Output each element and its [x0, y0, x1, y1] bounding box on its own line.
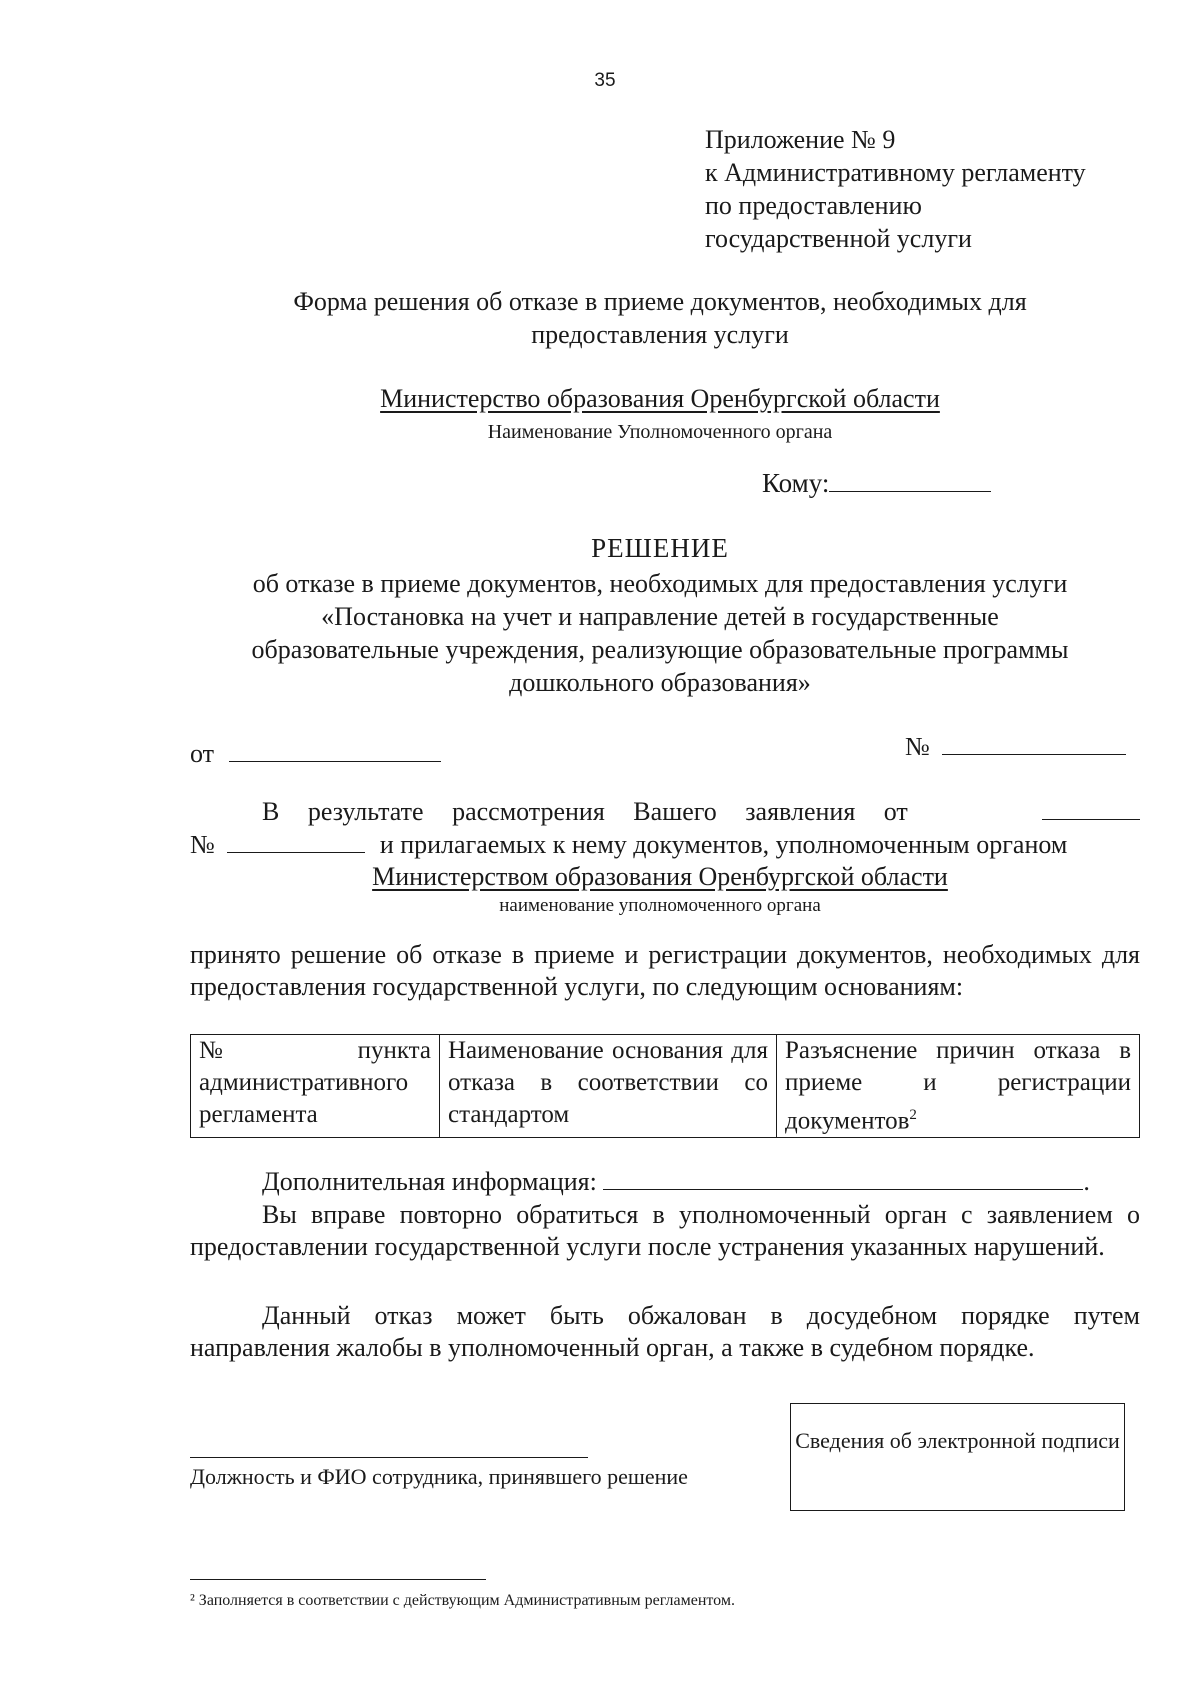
additional-info: Дополнительная информация: .	[262, 1167, 1090, 1196]
authority-caption: Наименование Уполномоченного органа	[487, 421, 833, 443]
application-date-blank	[1042, 795, 1140, 820]
table-header-row	[191, 1035, 1140, 1138]
additional-info-blank	[603, 1165, 1083, 1190]
signature-line	[190, 1457, 588, 1458]
additional-info-label: Дополнительная информация:	[262, 1167, 597, 1196]
table-header-cell	[777, 1035, 1140, 1138]
table-header-text: Разъяснение причин отказа в приеме и регистрации документов	[785, 1037, 1131, 1135]
date-field	[190, 737, 441, 769]
appendix-line: государственной услуги	[705, 224, 972, 253]
authority-name-2: Министерством образования Оренбургской области	[372, 862, 948, 891]
application-number-label: №	[190, 830, 215, 859]
intro-paragraph	[190, 795, 1140, 861]
number-label: №	[905, 732, 930, 761]
decision-line: об отказе в приеме документов, необходимых для предоставления услуги	[252, 569, 1068, 598]
grounds-table	[190, 1034, 1140, 1138]
decision-paragraph: принято решение об отказе в приеме и регистрации документов, необходимых для предоставления государственной услуги, по следующим основаниям:	[190, 940, 1140, 1001]
footnote-separator	[190, 1579, 486, 1580]
table-header-cell: № пункта административного регламента	[191, 1035, 440, 1138]
appendix-line: к Административному регламенту	[705, 158, 1086, 187]
authority-name: Министерство образования Оренбургской области	[380, 384, 940, 413]
appendix-line: Приложение № 9	[705, 125, 896, 154]
appendix-line: по предоставлению	[705, 191, 922, 220]
number-field	[905, 730, 1126, 762]
date-label: от	[190, 739, 215, 768]
form-title-line: Форма решения об отказе в приеме документов, необходимых для	[293, 287, 1027, 316]
application-number-blank	[227, 828, 365, 853]
decision-subtitle	[150, 567, 1170, 699]
appeal-paragraph: Данный отказ может быть обжалован в досудебном порядке путем направления жалобы в уполномоченный орган, а также в судебном порядке.	[190, 1301, 1140, 1362]
footnote-mark: 2	[909, 1107, 917, 1123]
signature-caption: Должность и ФИО сотрудника, принявшего решение	[190, 1464, 688, 1489]
date-blank	[229, 737, 441, 762]
decision-line: образовательные учреждения, реализующие образовательные программы	[251, 635, 1069, 664]
recipient-field	[762, 467, 991, 499]
decision-line: дошкольного образования»	[509, 668, 811, 697]
footnote: ² Заполняется в соответствии с действующим Административным регламентом.	[190, 1592, 735, 1609]
appendix-header	[705, 123, 1086, 255]
number-blank	[942, 730, 1126, 755]
table-header-cell: Наименование основания для отказа в соответствии со стандартом	[440, 1035, 777, 1138]
form-title-line: предоставления услуги	[531, 320, 789, 349]
electronic-signature-box: Сведения об электронной подписи	[790, 1403, 1125, 1511]
page-number: 35	[594, 70, 616, 91]
intro-text: В результате рассмотрения Вашего заявления от	[262, 797, 908, 826]
repeat-paragraph: Вы вправе повторно обратиться в уполномоченный орган с заявлением о предоставлении государственной услуги после устранения указанных нарушений.	[190, 1200, 1140, 1261]
recipient-label: Кому:	[762, 468, 830, 498]
intro-text-continued: и прилагаемых к нему документов, уполномоченным органом	[379, 830, 1068, 859]
decision-title: РЕШЕНИЕ	[591, 533, 729, 563]
decision-line: «Постановка на учет и направление детей в государственные	[321, 602, 999, 631]
form-title	[150, 285, 1170, 351]
recipient-blank	[829, 467, 991, 492]
authority-caption-2: наименование уполномоченного органа	[499, 895, 821, 916]
